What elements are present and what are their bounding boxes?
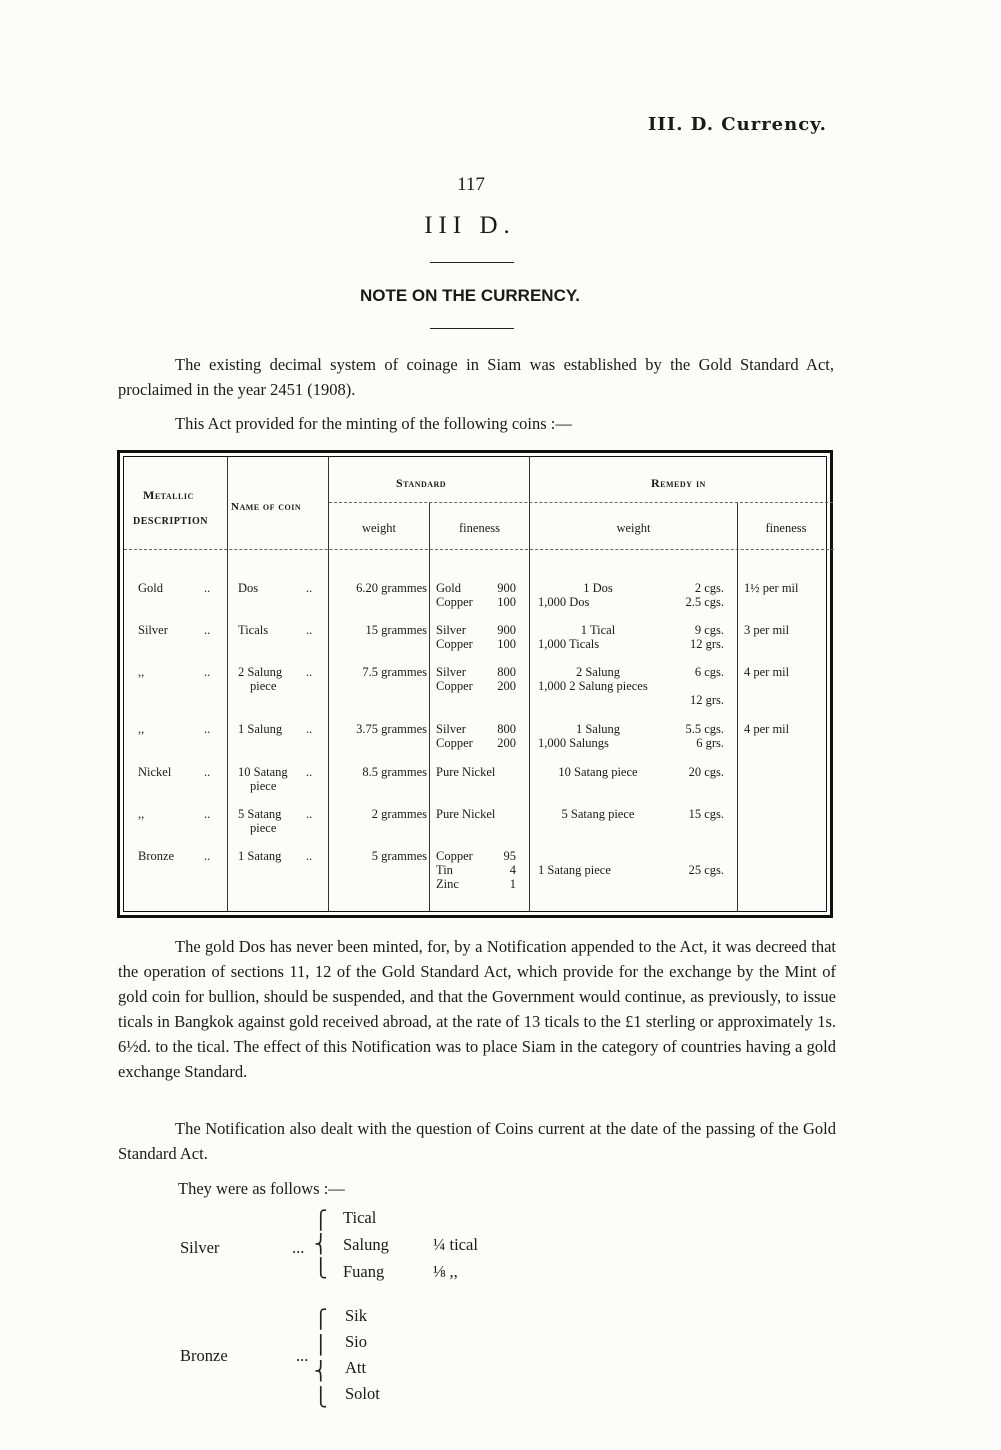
table-cell-metal-dots: .. <box>204 623 211 637</box>
body-paragraph-2: The Notification also dealt with the question of Coins current at the date of the passing of the Gold Standard Act. <box>118 1119 836 1163</box>
table-cell-name-1: 2 Salung <box>238 665 283 679</box>
intro-paragraph: The existing decimal system of coinage in Siam was established by the Gold Standard Act, proclaimed in the year 2451 (1908). <box>118 355 834 399</box>
table-cell-name-dots: .. <box>306 849 313 863</box>
table-cell-weight: 5 grammes <box>371 849 427 863</box>
table-cell-name-2: piece <box>250 821 277 835</box>
table-cell-weight: 8.5 grammes <box>362 765 427 779</box>
body-paragraph: The gold Dos has never been minted, for, by a Notification appended to the Act, it was decreed that the operation of sections 11, 12 of the Gold Standard Act, which provide for the exchange by the Mint of gold coin for bullion, should be suspended, and that the Government would continue, as previously, to issue ticals in Bangkok against gold received abroad, at the rate of 13 ticals to the £1 sterling or approximately 1s. 6½d. to the tical. The effect of this Notification was to place Siam in the category of countries having a gold exchange Standard. <box>118 937 836 1081</box>
table-cell-metal-dots: .. <box>204 665 211 679</box>
table-cell-rem-2: 1,000 Ticals <box>538 637 600 651</box>
subheader-rem-fineness: fineness <box>765 521 807 535</box>
table-cell-rem-1: 1 Dos <box>583 581 613 595</box>
table-cell-rem-1v: 20 cgs. <box>688 765 724 779</box>
section-label: III D. <box>424 212 516 239</box>
header-remedy-in: Remedy in <box>651 476 706 490</box>
table-cell-fine-2v: 100 <box>497 637 516 651</box>
table-cell-fine-2: Copper <box>436 637 473 651</box>
header-name-of-coin: Name of coin <box>231 501 302 513</box>
subheader-std-fineness: fineness <box>459 521 500 535</box>
table-cell-fine-1v: 900 <box>497 623 516 637</box>
intro-paragraph-2: This Act provided for the minting of the following coins :— <box>175 414 572 433</box>
list-item: Sio <box>345 1332 368 1351</box>
table-cell-rem-1: 10 Satang piece <box>558 765 638 779</box>
table-cell-weight: 3.75 grammes <box>356 722 427 736</box>
table-cell-rem-1: 1 Salung <box>575 722 621 736</box>
table-cell-name-dots: .. <box>306 765 313 779</box>
table-cell-weight: 2 grammes <box>371 807 427 821</box>
column-divider <box>429 502 430 911</box>
table-cell-name-dots: .. <box>306 722 313 736</box>
divider-rule <box>430 262 514 263</box>
table-cell-rem-2: 1 Satang piece <box>538 863 611 877</box>
table-cell-name-2: piece <box>250 779 277 793</box>
table-cell-weight: 6.20 grammes <box>356 581 427 595</box>
table-cell-remfine: 3 per mil <box>744 623 790 637</box>
subheader-rem-weight: weight <box>616 521 651 535</box>
list-item: Salung ¼ tical <box>343 1235 478 1254</box>
table-cell-metal-dots: .. <box>204 722 211 736</box>
list-item: Fuang ⅛ ,, <box>343 1262 458 1281</box>
table-cell-rem-2v: 12 grs. <box>689 637 724 651</box>
header-metallic: Metallic <box>143 488 194 502</box>
page-title: NOTE ON THE CURRENCY. <box>359 286 581 305</box>
table-cell-fine-2v: 200 <box>497 736 516 750</box>
table-cell-fine-1: Pure Nickel <box>436 765 496 779</box>
table-cell-fine-2v: 100 <box>497 595 516 609</box>
table-cell-metal: Silver <box>138 623 168 637</box>
table-cell-rem-2: 1,000 Dos <box>538 595 590 609</box>
silver-dots: ... <box>292 1238 305 1257</box>
silver-list <box>343 1208 478 1289</box>
table-cell-rem-1v: 9 cgs. <box>694 623 724 637</box>
table-cell-metal: Bronze <box>138 849 175 863</box>
column-divider <box>737 502 738 911</box>
table-cell-weight: 15 grammes <box>365 623 427 637</box>
table-cell-fine-1v: 95 <box>503 849 516 863</box>
bronze-dots: ... <box>296 1346 309 1365</box>
table-cell-metal-dots: .. <box>204 849 211 863</box>
table-cell-fine-1: Copper <box>436 849 473 863</box>
coinage-table <box>117 450 833 918</box>
table-cell-name-1: 5 Satang <box>238 807 282 821</box>
table-cell-rem-2v: 2.5 cgs. <box>685 595 724 609</box>
page-number: 117 <box>457 174 485 195</box>
table-cell-fine-1v: 900 <box>497 581 516 595</box>
table-cell-metal-dots: .. <box>204 765 211 779</box>
table-cell-fine-2: Copper <box>436 595 473 609</box>
table-cell-fine-3v: 1 <box>509 877 516 891</box>
table-cell-rem-1: 2 Salung <box>575 665 621 679</box>
table-cell-name-dots: .. <box>306 807 313 821</box>
table-cell-metal: ,, <box>138 722 145 736</box>
table-cell-rem-2v: 6 grs. <box>696 736 724 750</box>
header-description: DESCRIPTION <box>133 516 208 527</box>
table-cell-remfine: 4 per mil <box>744 665 790 679</box>
table-cell-rem-2: 1,000 2 Salung pieces <box>538 679 648 693</box>
table-cell-metal: Gold <box>138 581 163 595</box>
table-cell-fine-1: Silver <box>436 665 466 679</box>
table-cell-metal: ,, <box>138 807 145 821</box>
list-item: Sik <box>345 1306 368 1325</box>
table-cell-fine-2v: 200 <box>497 679 516 693</box>
table-cell-rem-1v: 15 cgs. <box>688 807 724 821</box>
table-cell-rem-3v: 12 grs. <box>689 693 724 707</box>
table-cell-rem-1v: 6 cgs. <box>694 665 724 679</box>
table-cell-rem-1: 1 Tical <box>580 623 616 637</box>
table-cell-fine-1v: 800 <box>497 722 516 736</box>
header-standard: Standard <box>396 476 447 490</box>
table-cell-fine-3: Zinc <box>436 877 459 891</box>
table-cell-rem-2v: 25 cgs. <box>688 863 724 877</box>
table-cell-name-1: Dos <box>238 581 259 595</box>
table-cell-name-dots: .. <box>306 623 313 637</box>
table-cell-rem-1v: 2 cgs. <box>694 581 724 595</box>
table-frame <box>123 456 827 912</box>
table-cell-name-1: 10 Satang <box>238 765 288 779</box>
list-item: Tical <box>343 1208 377 1227</box>
table-cell-remfine: 4 per mil <box>744 722 790 736</box>
list-item: Att <box>345 1358 367 1377</box>
running-header: III. D. Currency. <box>648 114 827 135</box>
table-cell-name-1: 1 Satang <box>238 849 282 863</box>
silver-label: Silver <box>180 1238 220 1257</box>
table-cell-fine-2v: 4 <box>509 863 516 877</box>
brace-icon: ⎧ ⎪ ⎨ ⎩ <box>314 1309 328 1407</box>
table-cell-name-1: 1 Salung <box>238 722 283 736</box>
table-cell-fine-1: Gold <box>436 581 461 595</box>
brace-icon: ⎧ ⎨ ⎩ <box>314 1210 328 1278</box>
table-cell-remfine: 1½ per mil <box>744 581 799 595</box>
table-cell-metal: Nickel <box>138 765 172 779</box>
table-cell-name-2: piece <box>250 679 277 693</box>
table-cell-name-dots: .. <box>306 665 313 679</box>
table-cell-fine-1: Silver <box>436 623 466 637</box>
column-divider <box>227 457 228 911</box>
table-cell-metal-dots: .. <box>204 581 211 595</box>
table-cell-rem-1v: 5.5 cgs. <box>685 722 724 736</box>
bronze-list <box>345 1306 380 1410</box>
list-item: Solot <box>345 1384 380 1403</box>
bronze-label: Bronze <box>180 1346 228 1365</box>
table-cell-name-1: Ticals <box>238 623 269 637</box>
header-dashed-line <box>329 502 833 503</box>
table-cell-name-dots: .. <box>306 581 313 595</box>
table-cell-fine-2: Copper <box>436 679 473 693</box>
table-cell-rem-1: 5 Satang piece <box>561 807 635 821</box>
table-cell-weight: 7.5 grammes <box>362 665 427 679</box>
divider-rule <box>430 328 514 329</box>
table-cell-fine-1v: 800 <box>497 665 516 679</box>
table-cell-metal-dots: .. <box>204 807 211 821</box>
header-dashed-line <box>124 549 834 550</box>
table-cell-fine-2: Tin <box>436 863 453 877</box>
body-paragraph-3: They were as follows :— <box>178 1179 345 1198</box>
table-cell-rem-2: 1,000 Salungs <box>538 736 609 750</box>
table-cell-fine-2: Copper <box>436 736 473 750</box>
table-cell-metal: ,, <box>138 665 145 679</box>
table-cell-fine-1: Pure Nickel <box>436 807 496 821</box>
subheader-std-weight: weight <box>361 521 397 535</box>
table-cell-fine-1: Silver <box>436 722 466 736</box>
